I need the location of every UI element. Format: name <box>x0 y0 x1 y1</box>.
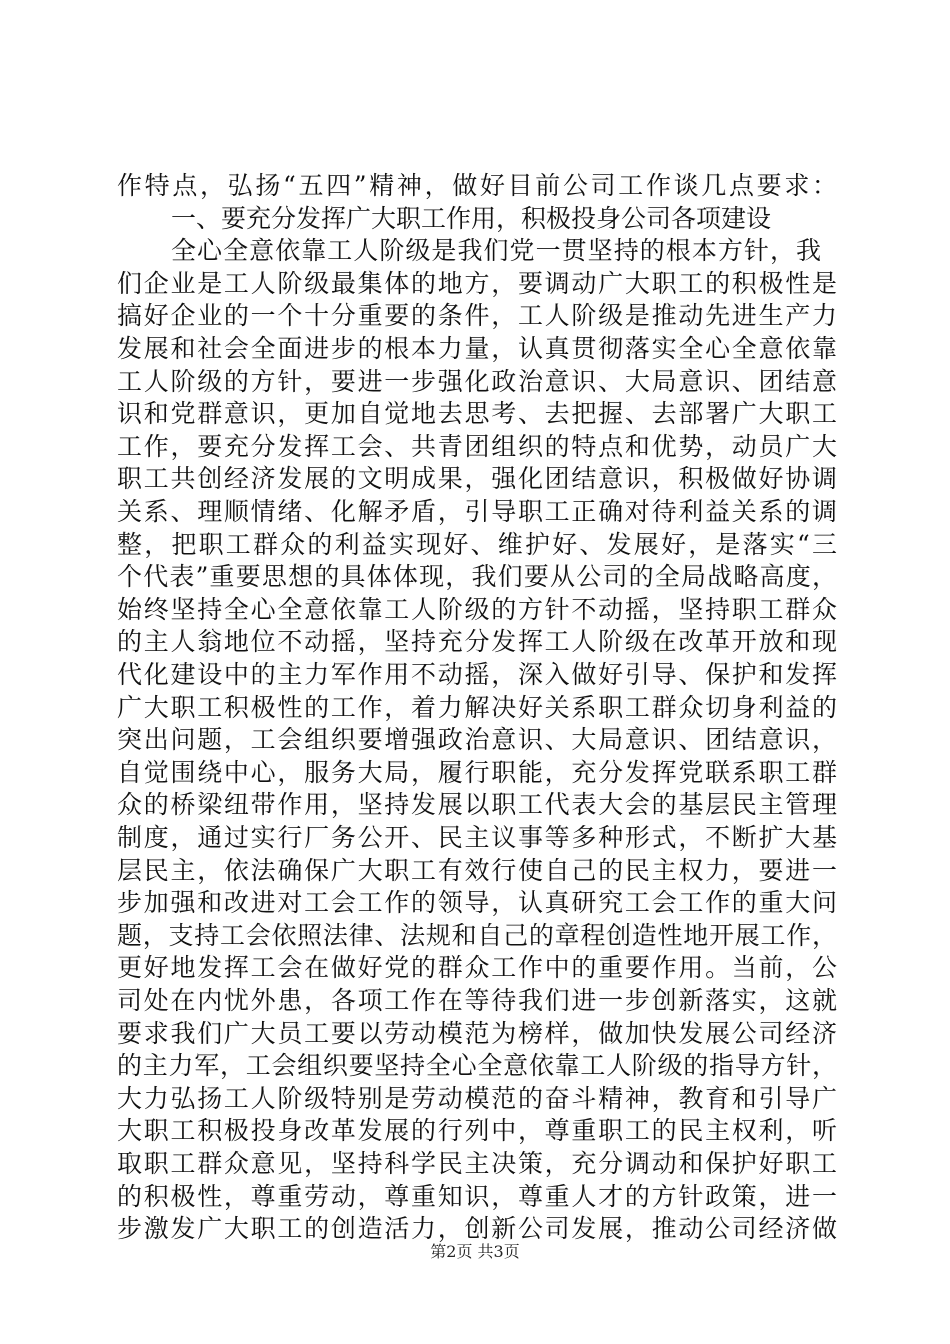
paragraph-line: 作特点，弘扬“五四”精神，做好目前公司工作谈几点要求： <box>117 171 837 200</box>
paragraph-line: 搞好企业的一个十分重要的条件，工人阶级是推动先进生产力 <box>117 301 837 331</box>
paragraph-line: 制度，通过实行厂务公开、民主议事等多种形式，不断扩大基 <box>117 823 837 852</box>
paragraph-line: 司处在内忧外患，各项工作在等待我们进一步创新落实，这就 <box>117 986 837 1015</box>
paragraph-line: 代化建设中的主力军作用不动摇，深入做好引导、保护和发挥 <box>117 660 837 689</box>
paragraph-line: 步激发广大职工的创造活力，创新公司发展，推动公司经济做 <box>117 1214 837 1244</box>
paragraph-line: 的主人翁地位不动摇，坚持充分发挥工人阶级在改革开放和现 <box>117 627 837 657</box>
paragraph-line: 始终坚持全心全意依靠工人阶级的方针不动摇，坚持职工群众 <box>117 594 837 624</box>
paragraph-line: 发展和社会全面进步的根本力量，认真贯彻落实全心全意依靠 <box>117 334 837 363</box>
paragraph-line: 自觉围绕中心，服务大局，履行职能，充分发挥党联系职工群 <box>117 757 837 787</box>
paragraph-line: 步加强和改进对工会工作的领导，认真研究工会工作的重大问 <box>117 888 837 918</box>
paragraph-line: 广大职工积极性的工作，着力解决好关系职工群众切身利益的 <box>117 692 837 722</box>
paragraph-line: 关系、理顺情绪、化解矛盾，引导职工正确对待利益关系的调 <box>117 497 837 526</box>
paragraph-line: 整，把职工群众的利益实现好、维护好、发展好，是落实“三 <box>117 529 837 559</box>
paragraph-line: 题，支持工会依照法律、法规和自己的章程创造性地开展工作， <box>117 920 837 950</box>
paragraph-line: 职工共创经济发展的文明成果，强化团结意识，积极做好协调 <box>117 464 837 494</box>
paragraph-line: 的主力军，工会组织要坚持全心全意依靠工人阶级的指导方针， <box>117 1051 837 1081</box>
paragraph-line: 工作，要充分发挥工会、共青团组织的特点和优势，动员广大 <box>117 431 837 461</box>
paragraph-line: 的积极性，尊重劳动，尊重知识，尊重人才的方针政策，进一 <box>117 1181 837 1211</box>
paragraph-line: 更好地发挥工会在做好党的群众工作中的重要作用。当前，公 <box>117 953 837 983</box>
paragraph-line: 个代表”重要思想的具体体现，我们要从公司的全局战略高度， <box>117 562 837 592</box>
paragraph-line: 全心全意依靠工人阶级是我们党一贯坚持的根本方针，我 <box>171 236 821 266</box>
paragraph-line: 层民主，依法确保广大职工有效行使自己的民主权力，要进一 <box>117 855 837 885</box>
paragraph-line: 突出问题，工会组织要增强政治意识、大局意识、团结意识， <box>117 725 837 755</box>
paragraph-line: 取职工群众意见，坚持科学民主决策，充分调动和保护好职工 <box>117 1149 837 1178</box>
section-heading: 一、要充分发挥广大职工作用，积极投身公司各项建设 <box>171 203 772 233</box>
paragraph-line: 们企业是工人阶级最集体的地方，要调动广大职工的积极性是 <box>117 268 837 298</box>
page-footer: 第2页 共3页 <box>430 1242 520 1261</box>
paragraph-line: 大职工积极投身改革发展的行列中，尊重职工的民主权利，听 <box>117 1116 837 1146</box>
paragraph-line: 要求我们广大员工要以劳动模范为榜样，做加快发展公司经济 <box>117 1018 837 1048</box>
paragraph-line: 识和党群意识，更加自觉地去思考、去把握、去部署广大职工 <box>117 399 837 429</box>
paragraph-line: 众的桥梁纽带作用，坚持发展以职工代表大会的基层民主管理 <box>117 790 837 820</box>
paragraph-line: 工人阶级的方针，要进一步强化政治意识、大局意识、团结意 <box>117 366 837 396</box>
paragraph-line: 大力弘扬工人阶级特别是劳动模范的奋斗精神，教育和引导广 <box>117 1083 837 1113</box>
